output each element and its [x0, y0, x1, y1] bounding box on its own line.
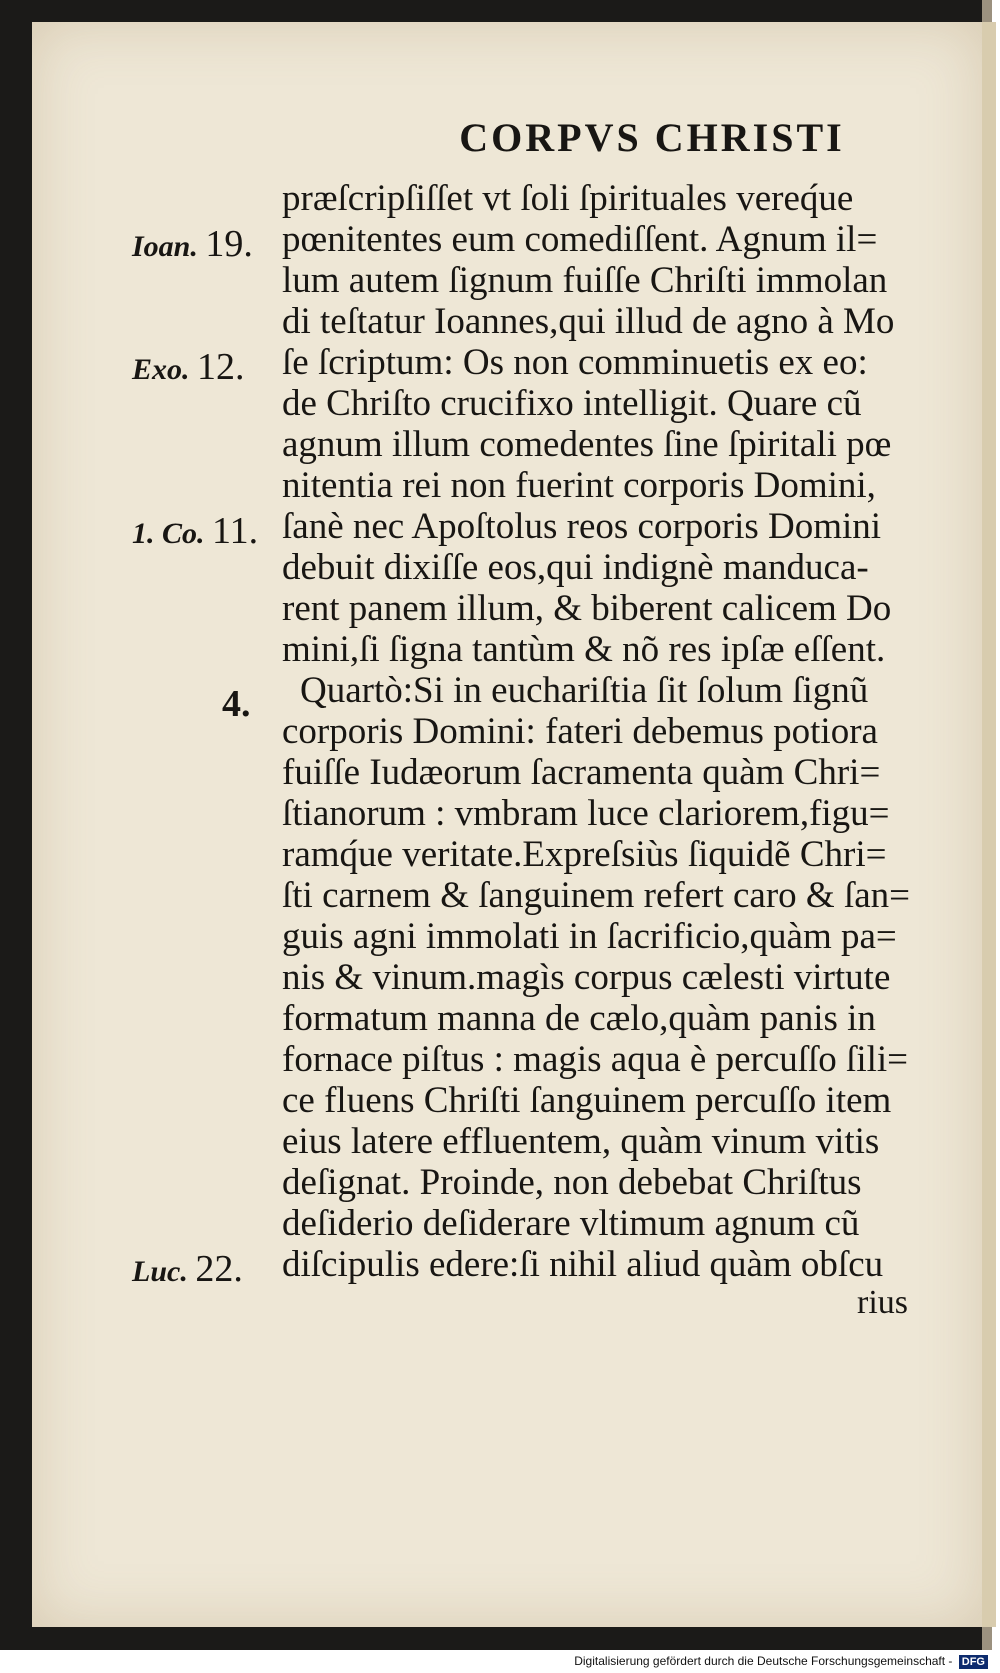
text-line: rent panem illum, & biberent calicem Do	[282, 588, 892, 629]
margin-note-cor	[132, 509, 258, 553]
margin-ref-chapter: 22.	[195, 1248, 243, 1290]
text-line: formatum manna de cælo,quàm panis in	[282, 998, 876, 1039]
text-line: nis & vinum.magìs corpus cælesti virtute	[282, 957, 891, 998]
text-line: di teſtatur Ioannes,qui illud de agno à Mo	[282, 301, 895, 342]
text-line: deſiderio deſiderare vltimum agnum cũ	[282, 1203, 860, 1244]
text-line: eius latere effluentem, quàm vinum vitis	[282, 1121, 880, 1162]
text-line: guis agni immolati in ſacrificio,quàm pa=	[282, 916, 897, 957]
text-line: pœnitentes eum comediſſent. Agnum il=	[282, 219, 878, 260]
text-line: deſignat. Proinde, non debebat Chriſtus	[282, 1162, 862, 1203]
text-line: Quartò:Si in euchariſtia ſit ſolum ſignũ	[300, 670, 869, 711]
text-line: ſtianorum : vmbram luce clariorem,figu=	[282, 793, 890, 834]
digitization-credit	[574, 1654, 988, 1669]
text-line: agnum illum comedentes ſine ſpiritali pœ	[282, 424, 892, 465]
text-line: diſcipulis edere:ſi nihil aliud quàm obſcu	[282, 1244, 884, 1285]
text-line: mini,ſi ſigna tantùm & nõ res ipſæ eſſent.	[282, 629, 886, 670]
margin-ref-chapter: 12.	[197, 346, 245, 388]
margin-note-exo	[132, 345, 245, 389]
text-line: ce fluens Chriſti ſanguinem percuſſo item	[282, 1080, 892, 1121]
text-line: fuiſſe Iudæorum ſacramenta quàm Chri=	[282, 752, 881, 793]
text-line: fornace piſtus : magis aqua è percuſſo ſili=	[282, 1039, 909, 1080]
section-number: 4.	[222, 683, 251, 725]
text-line: ramq́ue veritate.Expreſsiùs ſiquidẽ Chri=	[282, 834, 887, 875]
text-line: lum autem ſignum fuiſſe Chriſti immolan	[282, 260, 888, 301]
credit-text: Digitalisierung gefördert durch die Deutsche Forschungsgemeinschaft -	[574, 1654, 953, 1668]
text-line: ſanè nec Apoſtolus reos corporis Domini	[282, 506, 882, 547]
catchword: rius	[857, 1284, 908, 1321]
book-page	[32, 22, 996, 1627]
text-line: debuit dixiſſe eos,qui indignè manduca-	[282, 547, 869, 588]
margin-ref-chapter: 19.	[205, 223, 253, 265]
text-line: de Chriſto crucifixo intelligit. Quare cũ	[282, 383, 862, 424]
text-line: ſti carnem & ſanguinem refert caro & ſan=	[282, 875, 911, 916]
margin-ref-book: 1. Co.	[132, 517, 205, 550]
text-line: corporis Domini: fateri debemus potiora	[282, 711, 878, 752]
margin-ref-chapter: 11.	[212, 510, 259, 552]
margin-ref-book: Ioan.	[132, 230, 198, 263]
text-line: nitentia rei non fuerint corporis Domini,	[282, 465, 876, 506]
margin-note-luc	[132, 1247, 243, 1291]
text-line: ſe ſcriptum: Os non comminuetis ex eo:	[282, 342, 868, 383]
margin-note-ioan	[132, 222, 253, 266]
margin-ref-book: Luc.	[132, 1255, 188, 1288]
running-header: CORPVS CHRISTI	[459, 115, 845, 160]
text-line: præſcripſiſſet vt ſoli ſpirituales vereq́ue	[282, 178, 854, 219]
margin-ref-book: Exo.	[132, 353, 190, 386]
dfg-logo: DFG	[959, 1655, 988, 1669]
